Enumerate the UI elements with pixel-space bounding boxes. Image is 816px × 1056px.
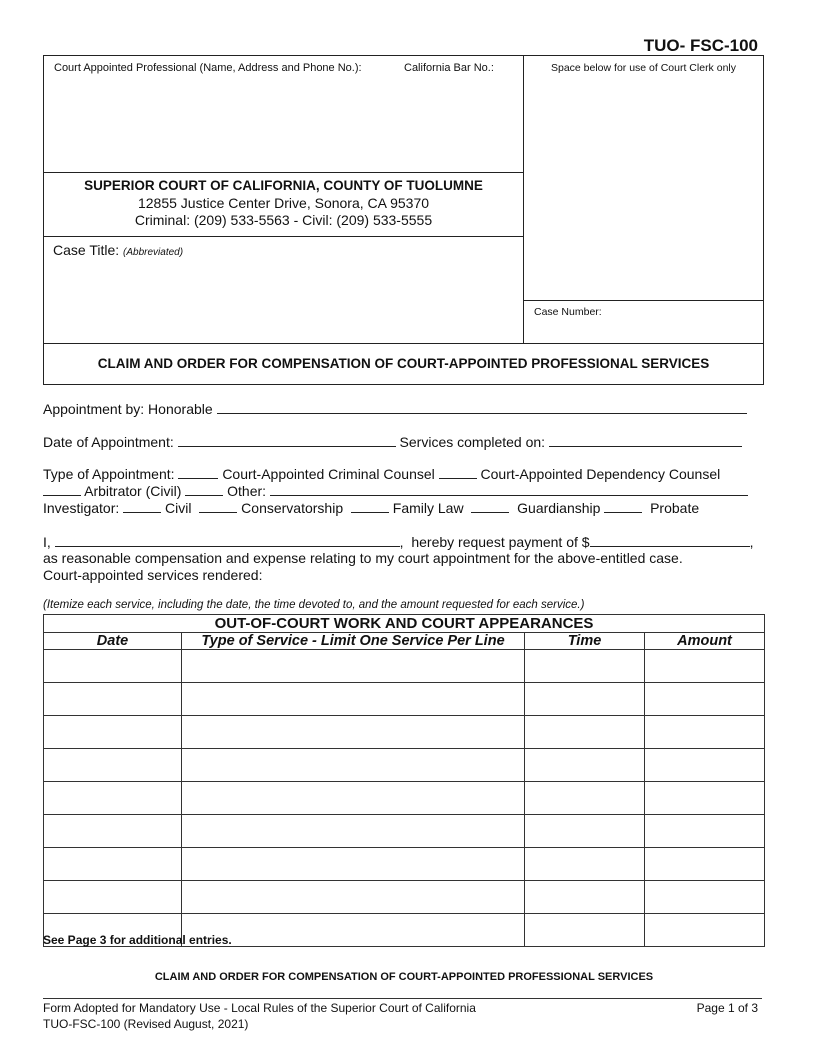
services-table-title: OUT-OF-COURT WORK AND COURT APPEARANCES — [43, 614, 765, 632]
case-title-text: Case Title: — [53, 242, 120, 258]
table-row — [44, 881, 765, 914]
type-row-3 — [43, 500, 767, 516]
honorable-field[interactable] — [217, 399, 747, 414]
amount-cell[interactable] — [645, 782, 765, 815]
table-row — [44, 650, 765, 683]
claimant-name-field[interactable] — [55, 533, 400, 547]
date-cell[interactable] — [44, 683, 182, 716]
table-row — [44, 848, 765, 881]
request-row: I, , hereby request payment of $ , — [43, 534, 754, 550]
criminal-counsel-label: Court-Appointed Criminal Counsel — [222, 466, 435, 482]
date-cell[interactable] — [44, 749, 182, 782]
date-of-appointment-field[interactable] — [178, 432, 396, 447]
probate-check[interactable] — [604, 500, 642, 513]
type-cell[interactable] — [182, 650, 525, 683]
date-cell[interactable] — [44, 881, 182, 914]
date-of-appointment-label: Date of Appointment: — [43, 434, 174, 450]
case-title-box[interactable] — [43, 236, 524, 344]
date-cell[interactable] — [44, 716, 182, 749]
amount-cell[interactable] — [645, 716, 765, 749]
amount-requested-field[interactable] — [590, 533, 750, 547]
court-phones: Criminal: (209) 533-5563 - Civil: (209) 533-5555 — [134, 212, 433, 228]
footer-page: Page 1 of 3 — [696, 1001, 758, 1015]
col-time: Time — [525, 633, 645, 650]
time-cell[interactable] — [525, 683, 645, 716]
date-row — [43, 432, 765, 450]
type-cell[interactable] — [182, 914, 525, 947]
services-completed-field[interactable] — [549, 432, 742, 447]
services-table-wrap — [43, 614, 765, 947]
date-cell[interactable] — [44, 650, 182, 683]
time-cell[interactable] — [525, 716, 645, 749]
time-cell[interactable] — [525, 848, 645, 881]
services-table-body — [44, 650, 765, 947]
amount-cell[interactable] — [645, 815, 765, 848]
amount-cell[interactable] — [645, 914, 765, 947]
table-row — [44, 749, 765, 782]
guardianship-label: Guardianship — [517, 500, 601, 516]
arbitrator-check[interactable] — [43, 483, 81, 496]
probate-label: Probate — [650, 500, 700, 516]
date-cell[interactable] — [44, 848, 182, 881]
table-row — [44, 815, 765, 848]
criminal-counsel-check[interactable] — [178, 466, 218, 479]
form-title-box — [43, 343, 764, 385]
clerk-box — [523, 55, 764, 301]
footer-adopted: Form Adopted for Mandatory Use - Local Rules of the Superior Court of California — [43, 1001, 476, 1015]
arbitrator-label: Arbitrator (Civil) — [84, 483, 182, 499]
professional-label: Court Appointed Professional (Name, Address and Phone No.): — [54, 62, 362, 74]
form-id: TUO- FSC-100 — [643, 36, 758, 55]
guardianship-check[interactable] — [471, 500, 509, 513]
request-i: I, — [43, 534, 51, 550]
case-number-box[interactable] — [523, 300, 764, 344]
footer-divider — [43, 998, 762, 999]
request-hereby: hereby request payment of $ — [411, 534, 590, 550]
court-address: 12855 Justice Center Drive, Sonora, CA 95370 — [137, 195, 430, 211]
time-cell[interactable] — [525, 749, 645, 782]
type-cell[interactable] — [182, 716, 525, 749]
clerk-label: Space below for use of Court Clerk only — [550, 62, 736, 74]
investigator-label: Investigator: — [43, 500, 120, 516]
time-cell[interactable] — [525, 881, 645, 914]
col-date: Date — [44, 633, 182, 650]
form-title: CLAIM AND ORDER FOR COMPENSATION OF COURT-APPOINTED PROFESSIONAL SERVICES — [97, 356, 710, 371]
table-row — [44, 782, 765, 815]
amount-cell[interactable] — [645, 881, 765, 914]
appointment-by-label: Appointment by: Honorable — [43, 401, 213, 417]
table-row — [44, 716, 765, 749]
type-cell[interactable] — [182, 782, 525, 815]
case-title-label — [53, 242, 183, 258]
civil-check[interactable] — [123, 500, 161, 513]
table-row — [44, 683, 765, 716]
footer-title: CLAIM AND ORDER FOR COMPENSATION OF COURT-APPOINTED PROFESSIONAL SERVICES — [154, 971, 654, 983]
family-law-check[interactable] — [351, 500, 389, 513]
type-cell[interactable] — [182, 749, 525, 782]
footer-revised: TUO-FSC-100 (Revised August, 2021) — [43, 1017, 249, 1031]
request-line-3: Court-appointed services rendered: — [43, 567, 263, 583]
date-cell[interactable] — [44, 815, 182, 848]
services-table — [43, 632, 765, 947]
request-line-2: as reasonable compensation and expense relating to my court appointment for the above-entitled case. — [43, 550, 683, 566]
bar-number-label: California Bar No.: — [404, 62, 494, 74]
time-cell[interactable] — [525, 650, 645, 683]
type-cell[interactable] — [182, 683, 525, 716]
court-box — [43, 172, 524, 237]
conservatorship-check[interactable] — [199, 500, 237, 513]
type-cell[interactable] — [182, 881, 525, 914]
other-check[interactable] — [185, 483, 223, 496]
amount-cell[interactable] — [645, 848, 765, 881]
col-amount: Amount — [645, 633, 765, 650]
services-table-header — [44, 633, 765, 650]
date-cell[interactable] — [44, 782, 182, 815]
col-type: Type of Service - Limit One Service Per Line — [182, 633, 525, 650]
case-title-note: (Abbreviated) — [123, 247, 184, 258]
other-label: Other: — [227, 483, 267, 499]
type-row-1 — [43, 466, 767, 482]
itemize-note: (Itemize each service, including the date, the time devoted to, and the amount requested for each service.) — [43, 599, 585, 611]
family-law-label: Family Law — [392, 500, 464, 516]
other-field[interactable] — [270, 483, 748, 496]
civil-label: Civil — [165, 500, 192, 516]
amount-cell[interactable] — [645, 650, 765, 683]
professional-box[interactable] — [43, 55, 524, 173]
court-name: SUPERIOR COURT OF CALIFORNIA, COUNTY OF TUOLUMNE — [84, 178, 483, 193]
time-cell[interactable] — [525, 782, 645, 815]
dependency-counsel-label: Court-Appointed Dependency Counsel — [480, 466, 721, 482]
dependency-counsel-check[interactable] — [439, 466, 477, 479]
amount-cell[interactable] — [645, 749, 765, 782]
case-number-label: Case Number: — [534, 306, 602, 318]
type-row-2 — [43, 483, 769, 499]
amount-cell[interactable] — [645, 683, 765, 716]
type-of-appointment-label: Type of Appointment: — [43, 466, 175, 482]
appointment-by-row — [43, 399, 765, 417]
see-page-note: See Page 3 for additional entries. — [43, 933, 232, 947]
time-cell[interactable] — [525, 914, 645, 947]
conservatorship-label: Conservatorship — [241, 500, 344, 516]
type-cell[interactable] — [182, 815, 525, 848]
services-completed-label: Services completed on: — [399, 434, 546, 450]
time-cell[interactable] — [525, 815, 645, 848]
type-cell[interactable] — [182, 848, 525, 881]
